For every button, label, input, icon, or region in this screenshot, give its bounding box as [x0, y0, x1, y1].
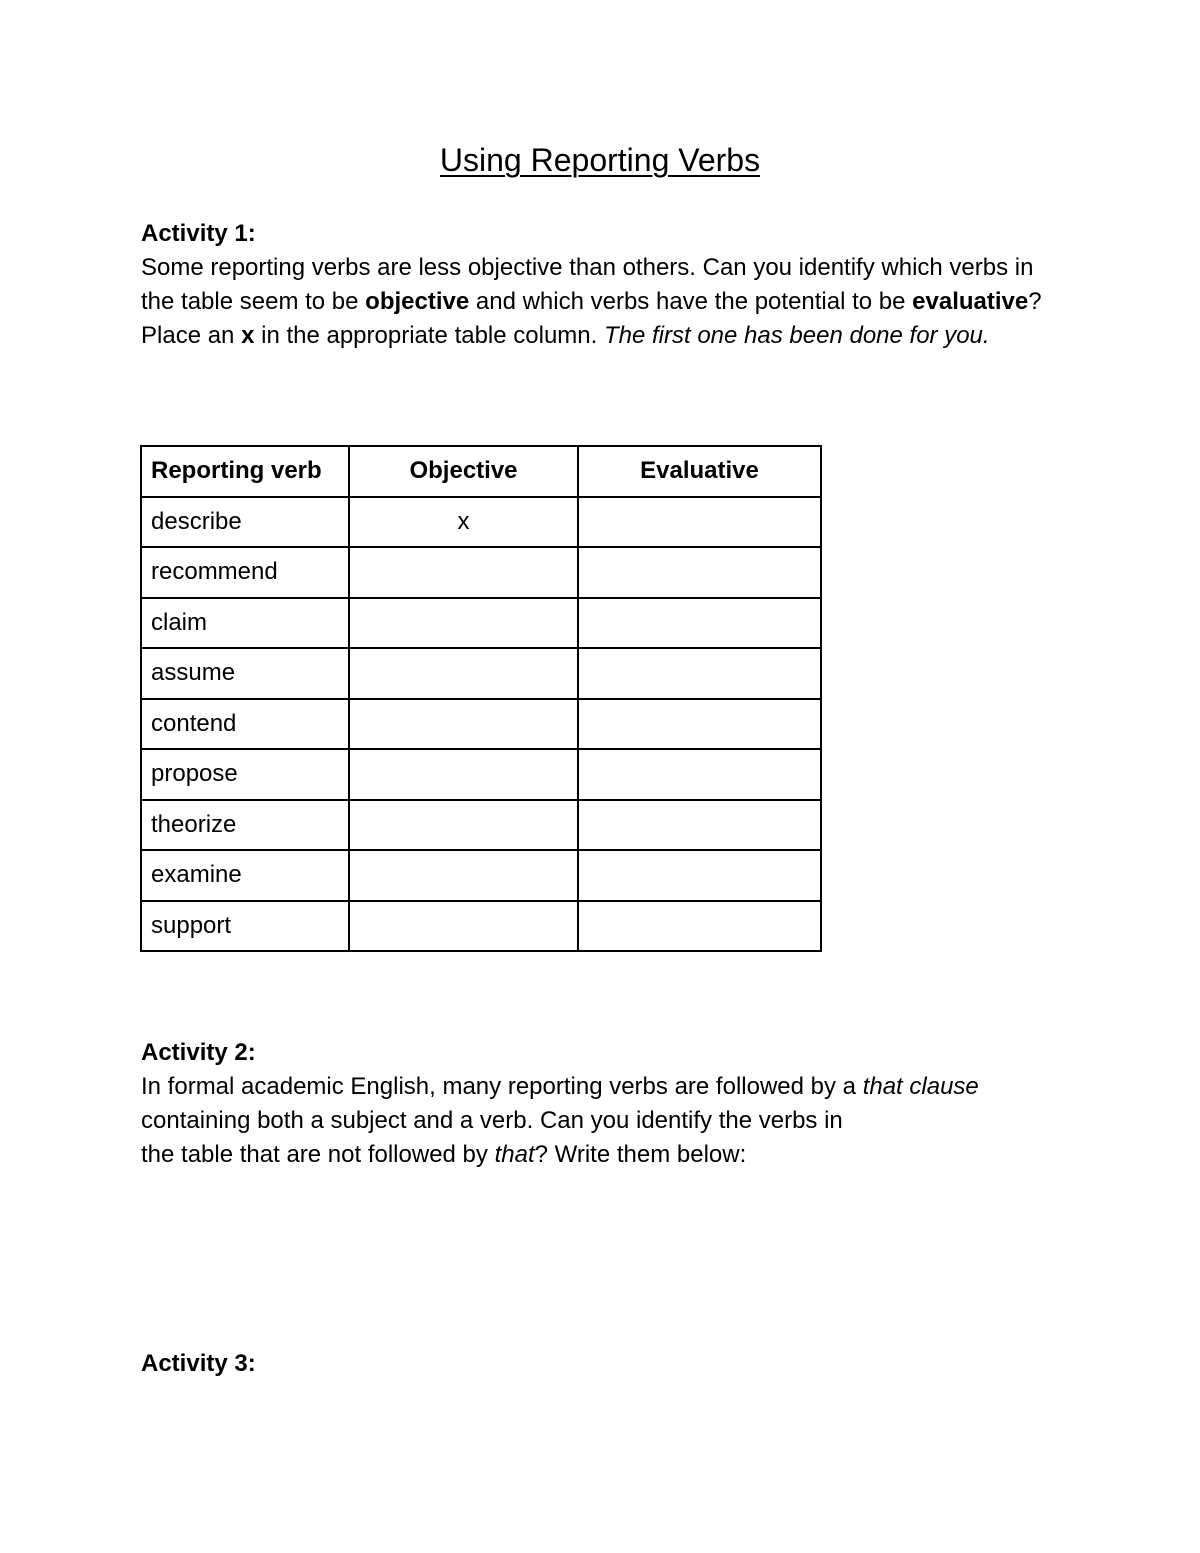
activity-2-line-3-end: ? Write them below: — [534, 1141, 747, 1168]
page-title: Using Reporting Verbs — [439, 142, 761, 178]
verb-cell: support — [141, 901, 349, 952]
objective-cell[interactable] — [349, 800, 578, 851]
table-row — [141, 901, 821, 952]
table-row — [141, 648, 821, 699]
objective-cell[interactable] — [349, 850, 578, 901]
table-header-row — [141, 446, 821, 497]
table-row — [141, 598, 821, 649]
evaluative-cell[interactable] — [578, 850, 821, 901]
activity-2-line-1 — [141, 1070, 1071, 1104]
activity-2-heading: Activity 2: — [141, 1039, 256, 1066]
table-row — [141, 497, 821, 548]
table-row — [141, 547, 821, 598]
activity-1-bold-objective: objective — [365, 288, 470, 315]
activity-1-text-d: in the appropriate table column. — [254, 322, 604, 349]
reporting-verbs-table — [140, 445, 822, 952]
table-row — [141, 749, 821, 800]
objective-cell[interactable] — [349, 901, 578, 952]
evaluative-cell[interactable] — [578, 749, 821, 800]
activity-2-line-3-text: the table that are not followed by — [141, 1141, 495, 1168]
activity-3-heading: Activity 3: — [141, 1350, 256, 1377]
evaluative-cell[interactable] — [578, 901, 821, 952]
verb-cell: contend — [141, 699, 349, 750]
activity-1-bold-x: x — [241, 322, 255, 349]
activity-1-instructions — [141, 251, 1071, 353]
verb-cell: propose — [141, 749, 349, 800]
activity-1-text-a: Some reporting verbs are less objective than others. Can you identify which verbs in the table seem to be — [141, 254, 1034, 315]
evaluative-cell[interactable] — [578, 699, 821, 750]
activity-1-italic-note: The first one has been done for you. — [603, 322, 990, 349]
evaluative-cell[interactable] — [578, 648, 821, 699]
activity-2-line-1-italic: that clause — [862, 1073, 979, 1100]
verb-cell: theorize — [141, 800, 349, 851]
verb-cell: examine — [141, 850, 349, 901]
activity-2-instructions — [141, 1070, 1071, 1172]
objective-cell[interactable] — [349, 598, 578, 649]
evaluative-cell[interactable] — [578, 598, 821, 649]
objective-cell[interactable] — [349, 749, 578, 800]
activity-1-bold-evaluative: evaluative — [912, 288, 1029, 315]
activity-1-text-c: ? Place an — [141, 288, 1042, 349]
evaluative-cell[interactable] — [578, 800, 821, 851]
activity-2-line-3 — [141, 1138, 1071, 1172]
activity-2-line-1-text: In formal academic English, many reporting verbs are followed by a — [141, 1073, 863, 1100]
objective-cell[interactable] — [349, 648, 578, 699]
table-row — [141, 800, 821, 851]
header-evaluative: Evaluative — [578, 446, 821, 497]
header-reporting-verb: Reporting verb — [141, 446, 349, 497]
activity-2-line-2: containing both a subject and a verb. Can you identify the verbs in — [141, 1107, 843, 1134]
header-objective: Objective — [349, 446, 578, 497]
verb-cell: describe — [141, 497, 349, 548]
table-row — [141, 850, 821, 901]
evaluative-cell[interactable] — [578, 547, 821, 598]
activity-1-text-b: and which verbs have the potential to be — [469, 288, 913, 315]
table-row — [141, 699, 821, 750]
verb-cell: claim — [141, 598, 349, 649]
verb-cell: recommend — [141, 547, 349, 598]
objective-cell[interactable] — [349, 699, 578, 750]
objective-cell[interactable] — [349, 547, 578, 598]
activity-2-line-3-italic: that — [494, 1141, 535, 1168]
objective-cell[interactable]: x — [349, 497, 578, 548]
activity-1-heading: Activity 1: — [141, 220, 256, 247]
evaluative-cell[interactable] — [578, 497, 821, 548]
verb-cell: assume — [141, 648, 349, 699]
